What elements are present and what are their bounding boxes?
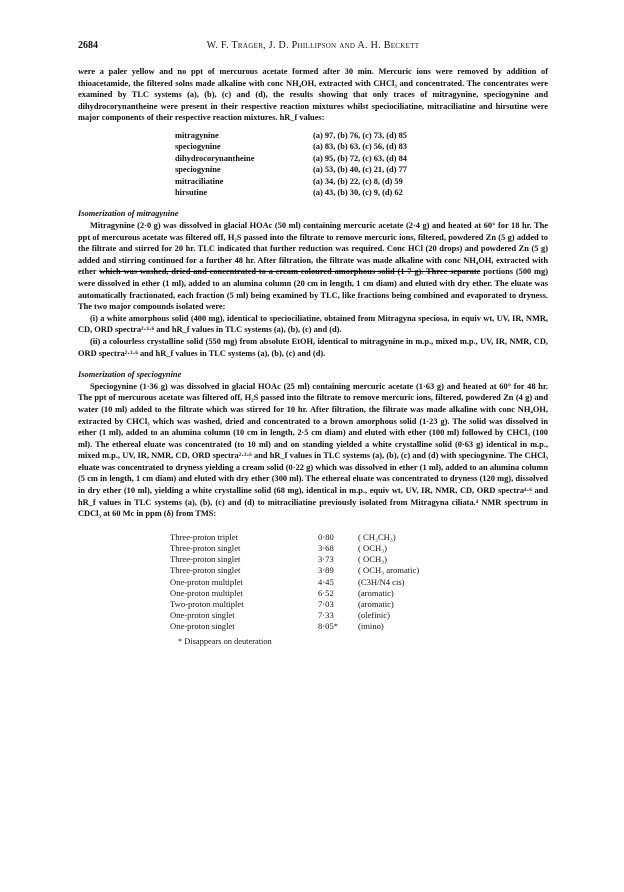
nmr-row <box>170 610 419 621</box>
nmr-row <box>170 588 419 599</box>
rf-values: (a) 83, (b) 63, (c) 56, (d) 83 <box>313 142 407 152</box>
nmr-shift: 7·03 <box>318 599 334 610</box>
paper-page <box>78 40 548 646</box>
running-title: W. F. Trager, J. D. Phillipson and A. H. Beckett <box>206 40 420 51</box>
compound-name: dihydrocorynantheine <box>175 153 255 163</box>
nmr-row <box>170 599 419 610</box>
mitragynine-struck-text: which was washed, dried and concentrated to a cream coloured amorphous solid (1·7 g). Three separate <box>99 267 481 277</box>
intro-paragraph: were a paler yellow and no ppt of mercurous acetate formed after 30 min. Mercuric ions were removed by addition of thioacetamide, the filtered solns made alkaline with conc NH₄OH, extracted with CHCl₃ and concentrated. The concentrates were examined by TLC systems (a), (b), (c) and (d), the results showing that only traces of mitragynine, speciogynine and dihydrocorynantheine were present in their respective reaction mixtures whilst speciociliatine, mitraciliatine and hirsutine were major components of their respective reaction mixtures. hR_f values: <box>78 67 548 123</box>
rf-row <box>175 153 407 164</box>
footnote: * Disappears on deuteration <box>178 636 272 646</box>
mitragynine-text-a: Mitragynine (2·0 g) was dissolved in glacial HOAc (50 ml) containing mercuric acetate (2·4 g) and heated at 60° for 18 hr. The ppt of mercurous acetate was filtered off, H₂S passed into the filtrate to remove mercuric ions, filtered, powdered Zn (5 g) added to the filtrate and stirred for 20 hr. TLC indicated that further reduction was required. Conc HCl (20 drops) and powdered Zn (5 g) added and stirring continued for a further 48 hr. After filtration, the filtrate was made alkaline with conc NH₄OH, extracted with ether <box>78 221 548 277</box>
section-heading-mitragynine: Isomerization of mitragynine <box>78 209 179 219</box>
nmr-description: One-proton multiplet <box>170 576 243 587</box>
nmr-shift: 3·68 <box>318 543 334 554</box>
section-heading-speciogynine: Isomerization of speciogynine <box>78 370 182 380</box>
compound-name: hirsutine <box>175 188 208 197</box>
rf-row <box>175 130 407 141</box>
nmr-description: Three-proton singlet <box>170 565 241 576</box>
nmr-assignment: (imino) <box>358 621 384 632</box>
result-item-2: (ii) a colourless crystalline solid (550 mg) from absolute EtOH, identical to mitragynine in m.p., mixed m.p., UV, IR, NMR, CD, ORD spectra²·³·⁶ and hR_f values in TLC systems (a), (b), (c) and (d). <box>78 336 548 358</box>
rf-row <box>175 187 407 198</box>
rf-row <box>175 141 407 152</box>
compound-name: mitraciliatine <box>175 176 224 186</box>
nmr-assignment: (aromatic) <box>358 587 394 598</box>
nmr-row <box>170 577 419 588</box>
compound-name: speciogynine <box>175 165 221 175</box>
nmr-shift: 3·73 <box>318 554 334 565</box>
rf-values: (a) 95, (b) 72, (c) 63, (d) 84 <box>313 153 407 163</box>
nmr-description: Two-proton multiplet <box>170 599 244 610</box>
nmr-row <box>170 565 419 576</box>
nmr-row <box>170 543 419 554</box>
nmr-shift: 0·80 <box>318 531 334 542</box>
nmr-description: Three-proton triplet <box>170 531 239 542</box>
nmr-description: Three-proton singlet <box>170 554 241 565</box>
nmr-assignment: (aromatic) <box>358 599 394 610</box>
rf-values: (a) 53, (b) 40, (c) 21, (d) 77 <box>313 165 407 175</box>
compound-name: speciogynine <box>175 142 221 152</box>
nmr-assignment: ( OCH₃) <box>358 554 388 565</box>
nmr-table <box>170 532 419 633</box>
rf-values: (a) 97, (b) 76, (c) 73, (d) 85 <box>313 130 407 140</box>
nmr-assignment: (olefinic) <box>358 610 390 621</box>
nmr-assignment: (C3H/N4 cis) <box>358 576 405 587</box>
nmr-description: Three-proton singlet <box>170 543 241 554</box>
mitragynine-text-b: portions (500 mg) were dissolved in ether (1 ml), added to an alumina column (20 cm in length, 1 cm diam) and eluted with dry ether. The eluate was automatically fractionated, each fraction (5 ml) being examined by TLC, like fractions being combined and evaporated to dryness. The two major compounds isolated were: <box>78 267 549 312</box>
nmr-assignment: ( OCH₃) <box>358 543 388 554</box>
page-header <box>78 40 548 54</box>
nmr-assignment: ( CH₂CH₃) <box>358 531 396 542</box>
nmr-row <box>170 554 419 565</box>
nmr-shift: 7·33 <box>318 610 334 621</box>
nmr-shift: 3·89 <box>318 565 334 576</box>
nmr-shift: 4·45 <box>318 576 334 587</box>
nmr-assignment: ( OCH₃ aromatic) <box>358 565 420 576</box>
nmr-row <box>170 621 419 632</box>
result-item-1: (i) a white amorphous solid (400 mg), identical to speciociliatine, obtained from Mitragyna speciosa, in equiv wt, UV, IR, NMR, CD, ORD spectra²·³·⁶ and hR_f values in TLC systems (a), (b), (c) and (d). <box>78 313 548 335</box>
nmr-description: One-proton singlet <box>170 610 235 621</box>
speciogynine-paragraph: Speciogynine (1·36 g) was dissolved in glacial HOAc (25 ml) containing mercuric acetate (1·63 g) and heated at 60° for 48 hr. The ppt of mercurous acetate was filtered off, H₂S passed into the filtrate to remove mercuric ions, filtered, powdered Zn (4 g) and water (10 ml) added to the filtrate which was stirred for 10 hr. After filtration, the filtrate was made alkaline with conc NH₄OH, extracted by CHCl₃ which was washed, dried and concentrated to a brown amorphous solid (1·23 g). The solid was dissolved in ether (1 ml), added to an alumina column (10 cm in length, 2·5 cm diam) and eluted with ether (100 ml) followed by CHCl₃ (100 ml). The ethereal eluate was concentrated (to 10 ml) and on standing yielded a white crystalline solid (0·63 g) identical in m.p., mixed m.p., UV, IR, NMR, CD, ORD spectra²·³·⁶ and hR_f values in TLC systems (a), (b), (c) and (d) with speciogynine. The CHCl₃ eluate was concentrated to dryness yielding a cream solid (0·22 g) which was dissolved in ether (1 ml), added to an alumina column (5 cm in length, 1 cm diam) and eluted with dry ether (300 ml). The ethereal eluate was concentrated to dryness (120 mg), dissolved in dry ether (10 ml), yielding a white crystalline solid (68 mg), identical in m.p., equiv wt, UV, IR, NMR, CD, ORD spectra⁴·⁶ and hR_f values in TLC systems (a), (b), (c) and (d) to mitraciliatine previously isolated from Mitragyna ciliata.⁴ NMR spectrum in CDCl₃ at 60 Mc in ppm (δ) from TMS: <box>78 381 548 519</box>
nmr-shift: 8·05* <box>318 621 339 632</box>
rf-row <box>175 176 407 187</box>
rf-row <box>175 164 407 175</box>
compound-name: mitragynine <box>175 130 219 140</box>
nmr-description: One-proton singlet <box>170 621 235 632</box>
page-number: 2684 <box>78 40 98 51</box>
mitragynine-paragraph <box>78 220 548 313</box>
rf-values: (a) 34, (b) 22, (c) 8, (d) 59 <box>313 176 403 186</box>
rf-values: (a) 43, (b) 30, (c) 9, (d) 62 <box>313 188 403 197</box>
nmr-row <box>170 532 419 543</box>
nmr-shift: 6·52 <box>318 587 334 598</box>
nmr-description: One-proton multiplet <box>170 587 243 598</box>
rf-values-table <box>175 130 407 198</box>
